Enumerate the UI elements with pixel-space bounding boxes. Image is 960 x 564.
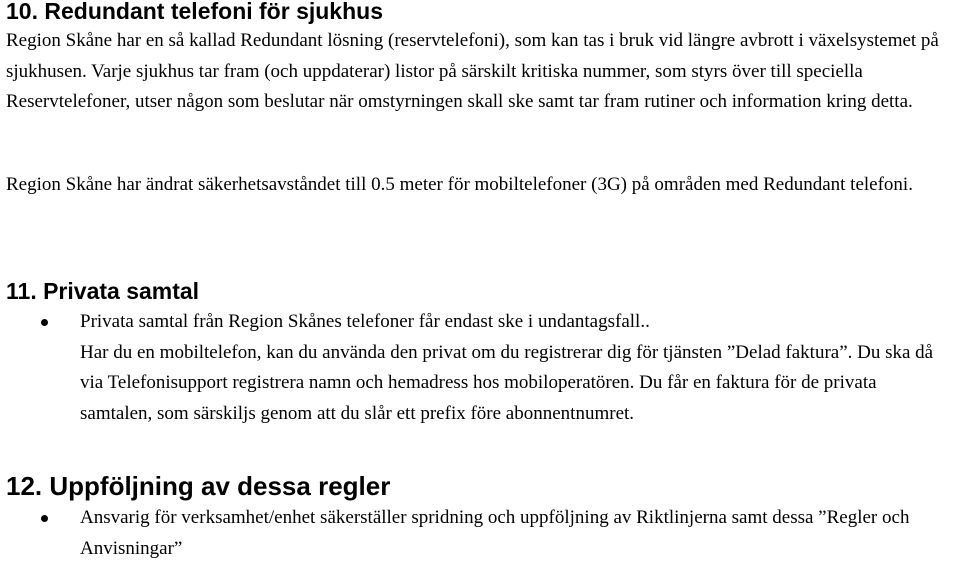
bullet-icon <box>41 319 48 326</box>
list-item <box>0 503 950 564</box>
list-item <box>0 307 950 429</box>
section-12-heading: 12. Uppföljning av dessa regler <box>6 471 391 501</box>
section-10-heading: 10. Redundant telefoni för sjukhus <box>6 0 383 24</box>
bullet-icon <box>41 515 48 522</box>
section-12-bullet-list <box>0 503 960 564</box>
section-10-paragraph-2: Region Skåne har ändrat säkerhetsavståndet till 0.5 meter för mobiltelefoner (3G) på områden med Redundant telefoni. <box>6 174 913 195</box>
section-10-paragraph-1: Region Skåne har en så kallad Redundant lösning (reservtelefoni), som kan tas i bruk vid längre avbrott i växelsystemet på sjukhusen. Varje sjukhus tar fram (och uppdaterar) listor på särskilt kritiska nummer, som styrs över till speciella Reservtelefoner, utser någon som beslutar när omstyrningen skall ske samt tar fram rutiner och information kring detta. <box>6 30 939 112</box>
section-11-bullet-list <box>0 307 960 429</box>
list-item-text-line-1: Privata samtal från Region Skånes telefoner får endast ske i undantagsfall.. <box>80 311 650 332</box>
list-item-text: Ansvarig för verksamhet/enhet säkerställer spridning och uppföljning av Riktlinjerna samt dessa ”Regler och Anvisningar” <box>80 507 910 559</box>
section-11-heading: 11. Privata samtal <box>6 278 200 304</box>
list-item-text-line-2: Har du en mobiltelefon, kan du använda den privat om du registrerar dig för tjänsten ”Delad faktura”. Du ska då via Telefonisupport registrera namn och hemadress hos mobiloperatören. Du får en faktura för de privata samtalen, som särskiljs genom att du slår ett prefix före abonnentnumret. <box>80 341 934 424</box>
